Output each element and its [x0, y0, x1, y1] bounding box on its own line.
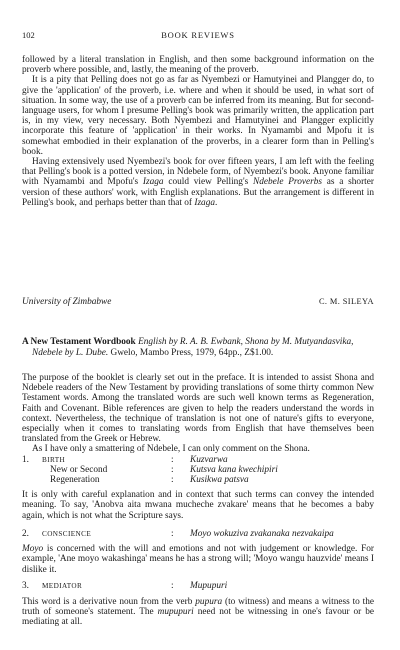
review-2-heading — [22, 337, 374, 358]
entry-new-or-second — [22, 465, 374, 475]
review-2-body — [22, 373, 374, 628]
review-2-para-after-2: Moyo is concerned with the will and emotions and not with judgement or knowledge. For example, 'Ane moyo wakashinga' means he has a strong will; 'Moyo wangu hauzvide' means I dislike it. — [22, 544, 374, 575]
entry-term: New or Second — [50, 464, 108, 475]
review-1-para-1: followed by a literal translation in English, and then some background information on the proverb where possible, and, lastly, the meaning of the proverb. — [22, 55, 374, 76]
entry-translation: Kuzvarwa — [190, 454, 228, 465]
entry-regeneration — [22, 475, 374, 485]
book-credits: English by R. A. B. Ewbank, Shona by M. Mutyandasvika, Ndebele by L. Dube. — [32, 337, 354, 358]
book-publication: Gwelo, Mambo Press, 1979, 64pp., Z$1.00. — [110, 347, 274, 358]
entry-translation: Kutsva kana kwechipiri — [190, 464, 278, 475]
review-1-body — [22, 55, 374, 208]
entry-translation: Mupupuri — [190, 580, 228, 591]
reviewer-name: C. M. SILEYA — [318, 297, 374, 306]
entry-number: 2. — [22, 528, 29, 539]
book-title: A New Testament Wordbook — [22, 337, 136, 347]
review-1-signature — [22, 297, 374, 309]
entry-number: 3. — [22, 580, 29, 591]
entry-term: CONSCIENCE — [42, 529, 92, 538]
review-2-para-after-1: It is only with careful explanation and in context that such terms can convey the intended meaning. To say, 'Anobva aita mwana mucheche zvakare' means that he becomes a baby again, which is not what the Scripture says. — [22, 490, 374, 521]
review-1-para-2: It is a pity that Pelling does not go as far as Nyembezi or Hamutyinei and Plangger do, to give the 'application' of the proverb, i.e. where and when it should be used, in what sort of situation. In some way, the use of a proverb can be inferred from its meaning. But for second-language users, for whom I presume Pelling's book was primarily written, the application part is, in my view, very necessary. Both Nyembezi and Hamutyinei and Plangger explicitly incorporate this feature of 'application' in their works. In Nyamambi and Mpofu it is somewhat embodied in their explanation of the proverbs, in a clearer form than in Pelling's book. — [22, 75, 374, 157]
running-title: BOOK REVIEWS — [161, 30, 235, 40]
entry-colon: : — [171, 454, 174, 465]
entry-term: MEDIATOR — [42, 581, 83, 590]
review-2-para-after-3: This word is a derivative noun from the verb pupura (to witness) and means a witness to the truth of someone's statement. The mupupuri need not be witnessing in one's favour or be mediating at all. — [22, 597, 374, 628]
page-header — [22, 30, 374, 44]
entry-colon: : — [171, 528, 174, 539]
entry-colon: : — [171, 464, 174, 475]
entry-translation: Moyo wokuziva zvakanaka nezvakaipa — [190, 528, 334, 539]
review-2-intro: The purpose of the booklet is clearly set out in the preface. It is intended to assist Shona and Ndebele readers of the New Testament by providing translations of some thirty common New Testament words. Among the translated words are such well known terms as Regeneration, Faith and Covenant. Bible references are given to help the readers understand the words in context. Nevertheless, the technique of translation is not one of nature's gifts to everyone, especially when it comes to translating words from English that have themselves been translated from the Greek or Hebrew. — [22, 373, 374, 445]
entry-conscience — [22, 529, 374, 539]
reviewer-affiliation: University of Zimbabwe — [22, 297, 112, 307]
review-2-citation — [22, 337, 374, 358]
entry-number: 1. — [22, 454, 29, 465]
entry-birth — [22, 455, 374, 465]
entry-term: BIRTH — [42, 455, 66, 464]
entry-term: Regeneration — [50, 475, 100, 485]
review-2-smattering: As I have only a smattering of Ndebele, I can only comment on the Shona. — [32, 444, 310, 455]
entry-colon: : — [171, 580, 174, 591]
page-number: 102 — [22, 30, 35, 40]
entry-colon: : — [171, 475, 174, 485]
review-1-para-3: Having extensively used Nyembezi's book for over fifteen years, I am left with the feeling that Pelling's book is a potted version, in Ndebele form, of Nyembezi's book. Anyone familiar with Nyamambi and Mpofu's Izaga could view Pelling's Ndebele Proverbs as a shorter version of these authors' work, with English explanations. But the arrangement is different in Pelling's book, and perhaps better than that of Izaga. — [22, 157, 374, 208]
entry-mediator — [22, 581, 374, 591]
entry-translation: Kusikwa patsva — [190, 475, 249, 485]
